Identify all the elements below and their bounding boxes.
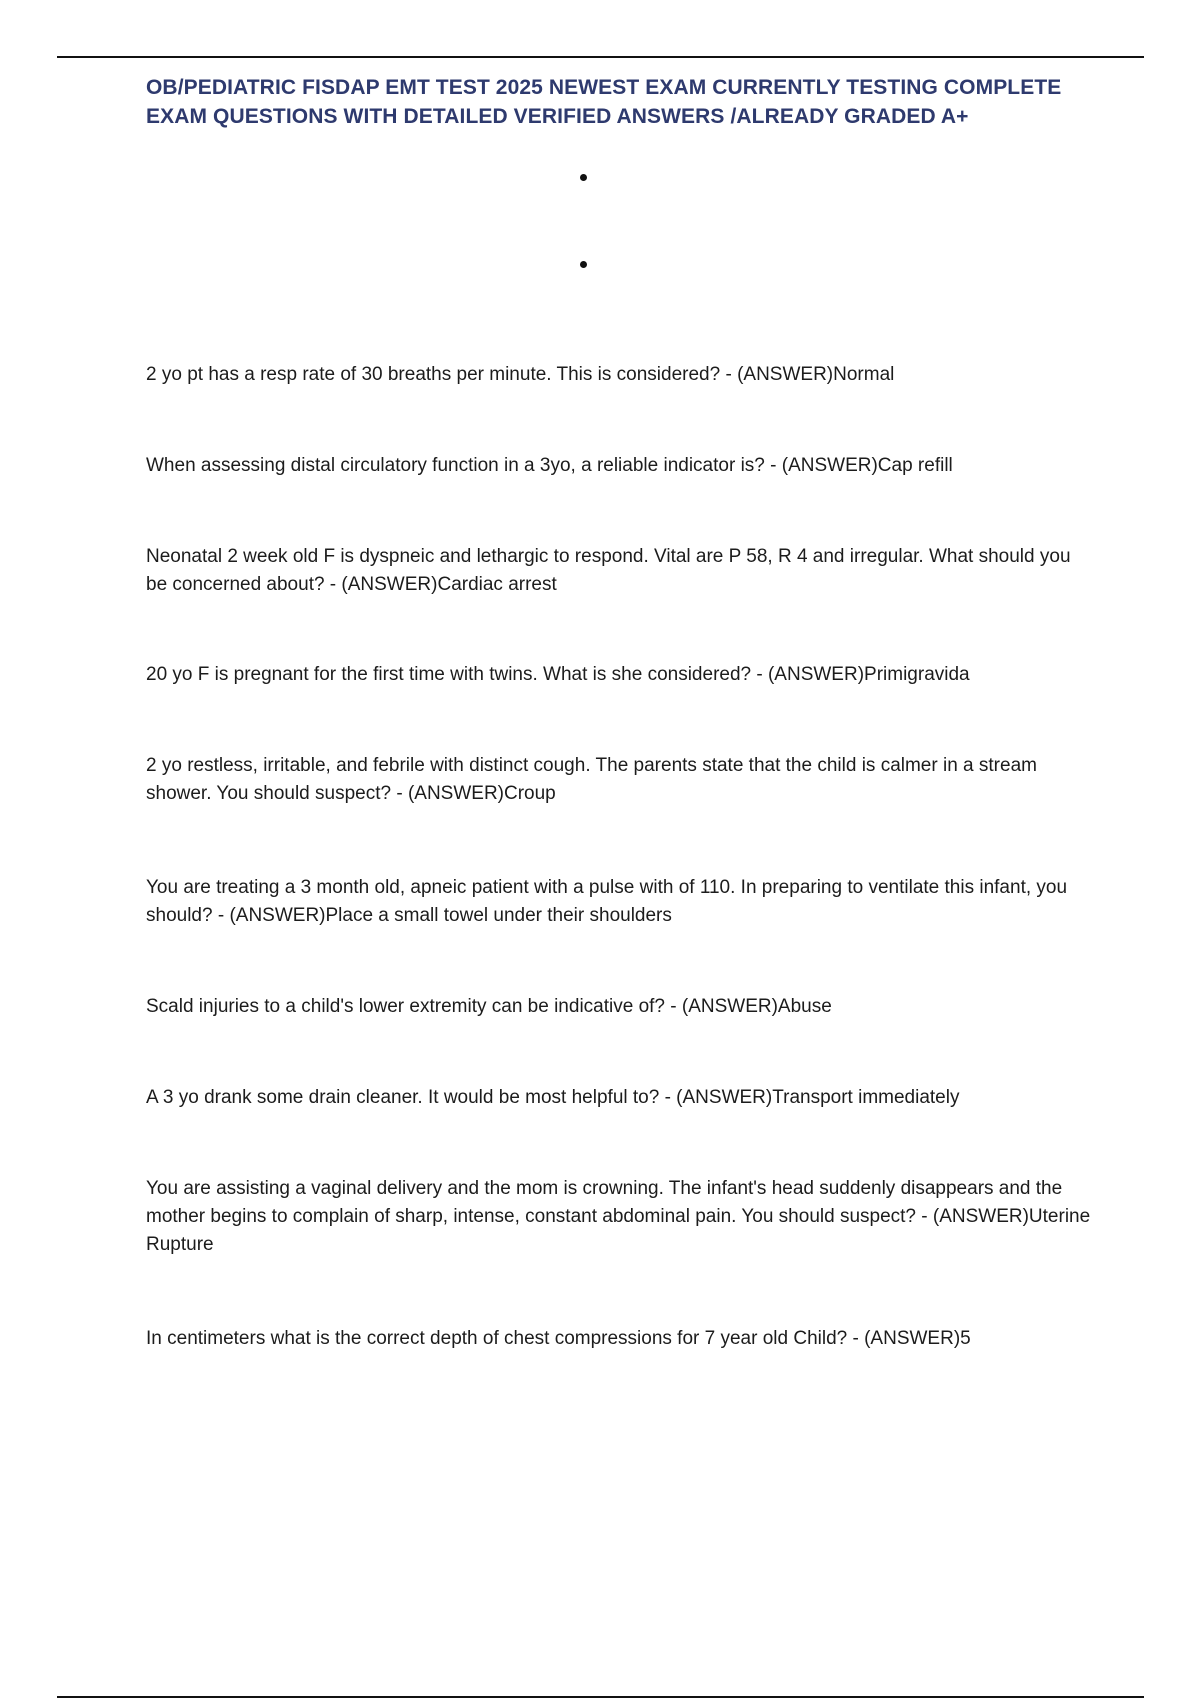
question-answer-item: Neonatal 2 week old F is dyspneic and lethargic to respond. Vital are P 58, R 4 and irregular. What should you be concerned about? - (ANSWER)Cardiac arrest [146,546,1071,595]
question-answer-item: You are treating a 3 month old, apneic patient with a pulse with of 110. In preparing to ventilate this infant, you should? - (ANSWER)Place a small towel under their shoulders [146,877,1068,926]
question-answer-item: 20 yo F is pregnant for the first time with twins. What is she considered? - (ANSWER)Primigravida [146,664,970,685]
bullet-point [580,174,587,181]
top-rule [57,56,1144,58]
question-answer-item: When assessing distal circulatory function in a 3yo, a reliable indicator is? - (ANSWER)Cap refill [146,455,953,476]
bottom-rule [57,1696,1144,1698]
question-answer-item: You are assisting a vaginal delivery and the mom is crowning. The infant's head suddenly disappears and the mother begins to complain of sharp, intense, constant abdominal pain. You should suspect? - (ANSWER)Uterine Rupture [146,1178,1091,1255]
question-answer-item: In centimeters what is the correct depth of chest compressions for 7 year old Child? - (ANSWER)5 [146,1328,971,1349]
question-answer-item: 2 yo restless, irritable, and febrile with distinct cough. The parents state that the child is calmer in a stream shower. You should suspect? - (ANSWER)Croup [146,755,1037,804]
question-answer-item: A 3 yo drank some drain cleaner. It would be most helpful to? - (ANSWER)Transport immediately [146,1087,960,1108]
question-answer-item: Scald injuries to a child's lower extremity can be indicative of? - (ANSWER)Abuse [146,996,832,1017]
bullet-point [580,261,587,268]
document-title: OB/PEDIATRIC FISDAP EMT TEST 2025 NEWEST EXAM CURRENTLY TESTING COMPLETE EXAM QUESTIONS WITH DETAILED VERIFIED ANSWERS /ALREADY GRADED A+ [146,76,1062,128]
question-answer-item: 2 yo pt has a resp rate of 30 breaths per minute. This is considered? - (ANSWER)Normal [146,364,895,385]
